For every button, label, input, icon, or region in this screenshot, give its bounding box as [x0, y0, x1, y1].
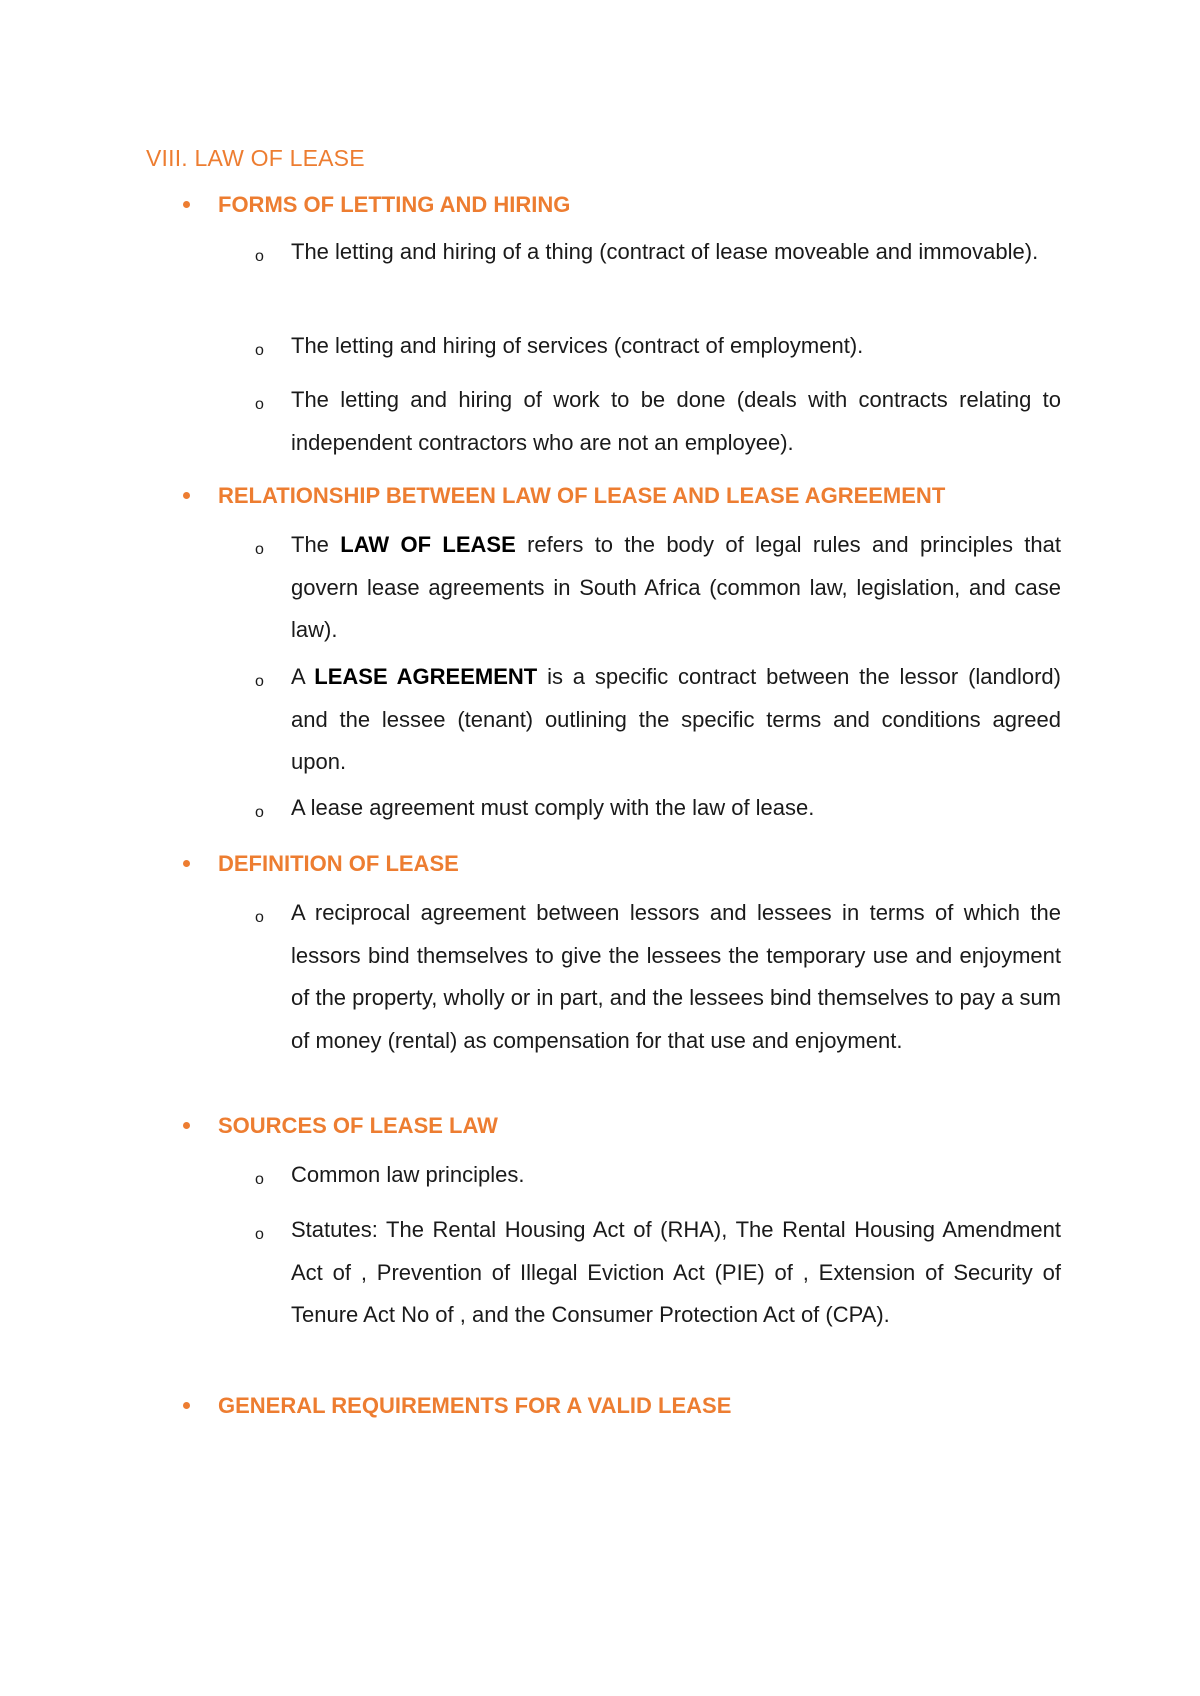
- text-run: A lease agreement must comply with the law of lease.: [291, 795, 815, 820]
- text-run: is a specific contract between the lessor (landlord) and the lessee (tenant) outlining the specific terms and conditions agreed upon.: [291, 664, 1061, 774]
- bullet-icon: [183, 1402, 190, 1409]
- bold-term: LAW OF LEASE: [340, 532, 516, 557]
- section-heading-label: FORMS OF LETTING AND HIRING: [218, 192, 571, 217]
- section-heading-label: DEFINITION OF LEASE: [218, 851, 459, 876]
- list-item-text: [291, 1209, 1061, 1337]
- text-run: The letting and hiring of work to be done (deals with contracts relating to independent contractors who are not an employee).: [291, 387, 1061, 455]
- sub-bullet-icon: o: [255, 1171, 264, 1188]
- bullet-icon: [183, 1122, 190, 1129]
- text-run: refers to the body of legal rules and principles that govern lease agreements in South Africa (common law, legislation, and case law).: [291, 532, 1061, 642]
- sub-bullet-icon: o: [255, 541, 264, 558]
- list-item-text: [291, 1154, 1061, 1197]
- list-item-text: [291, 787, 1061, 830]
- sub-bullet-icon: o: [255, 1226, 264, 1243]
- bullet-icon: [183, 860, 190, 867]
- text-run: Common law principles.: [291, 1162, 525, 1187]
- sub-bullet-icon: o: [255, 342, 264, 359]
- sub-bullet-icon: o: [255, 804, 264, 821]
- sub-bullet-icon: o: [255, 248, 264, 265]
- sub-bullet-icon: o: [255, 396, 264, 413]
- section-heading-label: SOURCES OF LEASE LAW: [218, 1113, 498, 1138]
- list-item-text: [291, 325, 1061, 368]
- text-run: The letting and hiring of a thing (contract of lease moveable and immovable).: [291, 239, 1039, 264]
- bold-term: LEASE AGREEMENT: [314, 664, 538, 689]
- text-run: A reciprocal agreement between lessors and lessees in terms of which the lessors bind themselves to give the lessees the temporary use and enjoyment of the property, wholly or in part, and the lessees bind themselves to pay a sum of money (rental) as compensation for that use and enjoyment.: [291, 900, 1061, 1053]
- sub-bullet-icon: o: [255, 909, 264, 926]
- list-item-text: [291, 892, 1061, 1062]
- text-run: A: [291, 664, 315, 689]
- bullet-icon: [183, 201, 190, 208]
- list-item-text: [291, 656, 1061, 784]
- sub-bullet-icon: o: [255, 673, 264, 690]
- text-run: The: [291, 532, 341, 557]
- section-heading-label: GENERAL REQUIREMENTS FOR A VALID LEASE: [218, 1393, 732, 1418]
- section-heading-label: RELATIONSHIP BETWEEN LAW OF LEASE AND LEASE AGREEMENT: [218, 483, 946, 508]
- list-item-text: [291, 524, 1061, 652]
- document-title: VIII. LAW OF LEASE: [146, 145, 365, 171]
- bullet-icon: [183, 492, 190, 499]
- list-item-text: [291, 231, 1061, 274]
- list-item-text: [291, 379, 1061, 464]
- text-run: Statutes: The Rental Housing Act of (RHA), The Rental Housing Amendment Act of , Prevention of Illegal Eviction Act (PIE) of , Extension of Security of Tenure Act No of , and the Consumer Protection Act of (CPA).: [291, 1217, 1061, 1327]
- text-run: The letting and hiring of services (contract of employment).: [291, 333, 864, 358]
